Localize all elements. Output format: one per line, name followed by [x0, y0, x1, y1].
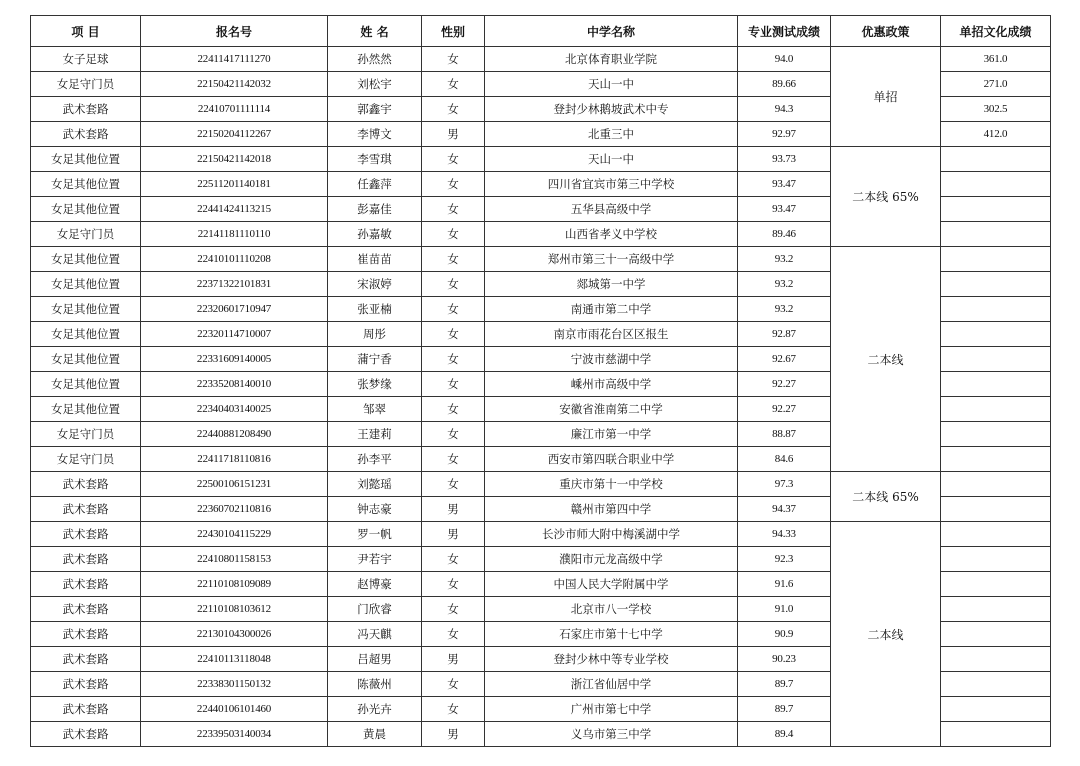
registration-number-cell: 22410113118048 — [141, 647, 328, 672]
gender-cell: 男 — [422, 647, 485, 672]
results-sheet — [30, 15, 1050, 747]
culture-score-cell — [941, 172, 1051, 197]
student-name-cell: 刘松宇 — [328, 72, 422, 97]
school-cell: 天山一中 — [485, 147, 738, 172]
project-cell: 武术套路 — [31, 97, 141, 122]
professional-score-cell: 91.6 — [738, 572, 831, 597]
registration-number-cell: 22511201140181 — [141, 172, 328, 197]
school-cell: 浙江省仙居中学 — [485, 672, 738, 697]
culture-score-cell: 412.0 — [941, 122, 1051, 147]
professional-score-cell: 89.46 — [738, 222, 831, 247]
professional-score-cell: 92.27 — [738, 397, 831, 422]
table-row — [31, 247, 1051, 272]
registration-number-cell: 22500106151231 — [141, 472, 328, 497]
gender-cell: 女 — [422, 397, 485, 422]
table-body — [31, 47, 1051, 747]
project-cell: 女足其他位置 — [31, 322, 141, 347]
header-name: 姓 名 — [328, 16, 422, 47]
registration-number-cell: 22440881208490 — [141, 422, 328, 447]
registration-number-cell: 22338301150132 — [141, 672, 328, 697]
professional-score-cell: 97.3 — [738, 472, 831, 497]
registration-number-cell: 22141181110110 — [141, 222, 328, 247]
professional-score-cell: 93.47 — [738, 197, 831, 222]
project-cell: 女足其他位置 — [31, 297, 141, 322]
project-cell: 女子足球 — [31, 47, 141, 72]
table-row — [31, 147, 1051, 172]
school-cell: 廉江市第一中学 — [485, 422, 738, 447]
student-name-cell: 任鑫萍 — [328, 172, 422, 197]
registration-number-cell: 22320601710947 — [141, 297, 328, 322]
student-name-cell: 刘懿瑶 — [328, 472, 422, 497]
project-cell: 武术套路 — [31, 672, 141, 697]
gender-cell: 男 — [422, 122, 485, 147]
student-name-cell: 彭嘉佳 — [328, 197, 422, 222]
culture-score-cell — [941, 422, 1051, 447]
professional-score-cell: 92.27 — [738, 372, 831, 397]
school-cell: 登封少林鹅坡武术中专 — [485, 97, 738, 122]
gender-cell: 女 — [422, 247, 485, 272]
school-cell: 郑州市第三十一高级中学 — [485, 247, 738, 272]
school-cell: 郯城第一中学 — [485, 272, 738, 297]
project-cell: 女足守门员 — [31, 422, 141, 447]
registration-number-cell: 22410801158153 — [141, 547, 328, 572]
professional-score-cell: 89.4 — [738, 722, 831, 747]
project-cell: 女足守门员 — [31, 222, 141, 247]
gender-cell: 女 — [422, 597, 485, 622]
culture-score-cell — [941, 672, 1051, 697]
header-professional-score: 专业测试成绩 — [738, 16, 831, 47]
student-name-cell: 李博文 — [328, 122, 422, 147]
student-name-cell: 李雪琪 — [328, 147, 422, 172]
professional-score-cell: 92.3 — [738, 547, 831, 572]
student-name-cell: 张亚楠 — [328, 297, 422, 322]
project-cell: 女足守门员 — [31, 447, 141, 472]
school-cell: 北京市八一学校 — [485, 597, 738, 622]
student-name-cell: 宋淑婷 — [328, 272, 422, 297]
gender-cell: 女 — [422, 97, 485, 122]
professional-score-cell: 93.2 — [738, 247, 831, 272]
gender-cell: 女 — [422, 447, 485, 472]
project-cell: 武术套路 — [31, 647, 141, 672]
school-cell: 南京市雨花台区区报生 — [485, 322, 738, 347]
registration-number-cell: 22430104115229 — [141, 522, 328, 547]
project-cell: 女足其他位置 — [31, 197, 141, 222]
student-name-cell: 钟志豪 — [328, 497, 422, 522]
culture-score-cell — [941, 372, 1051, 397]
gender-cell: 女 — [422, 147, 485, 172]
school-cell: 南通市第二中学 — [485, 297, 738, 322]
school-cell: 濮阳市元龙高级中学 — [485, 547, 738, 572]
project-cell: 女足其他位置 — [31, 372, 141, 397]
gender-cell: 女 — [422, 297, 485, 322]
project-cell: 武术套路 — [31, 472, 141, 497]
registration-number-cell: 22150421142032 — [141, 72, 328, 97]
header-school: 中学名称 — [485, 16, 738, 47]
gender-cell: 女 — [422, 547, 485, 572]
gender-cell: 女 — [422, 697, 485, 722]
professional-score-cell: 94.33 — [738, 522, 831, 547]
professional-score-cell: 93.47 — [738, 172, 831, 197]
policy-cell: 二本线 65% — [831, 472, 941, 522]
table-row — [31, 472, 1051, 497]
culture-score-cell — [941, 347, 1051, 372]
school-cell: 重庆市第十一中学校 — [485, 472, 738, 497]
project-cell: 武术套路 — [31, 697, 141, 722]
student-name-cell: 郭鑫宇 — [328, 97, 422, 122]
registration-number-cell: 22110108109089 — [141, 572, 328, 597]
gender-cell: 女 — [422, 372, 485, 397]
policy-cell: 二本线 — [831, 247, 941, 472]
culture-score-cell — [941, 322, 1051, 347]
professional-score-cell: 89.7 — [738, 672, 831, 697]
gender-cell: 女 — [422, 572, 485, 597]
culture-score-cell — [941, 297, 1051, 322]
professional-score-cell: 92.87 — [738, 322, 831, 347]
school-cell: 中国人民大学附属中学 — [485, 572, 738, 597]
school-cell: 安徽省淮南第二中学 — [485, 397, 738, 422]
culture-score-cell — [941, 722, 1051, 747]
school-cell: 北京体育职业学院 — [485, 47, 738, 72]
school-cell: 天山一中 — [485, 72, 738, 97]
registration-number-cell: 22340403140025 — [141, 397, 328, 422]
culture-score-cell — [941, 572, 1051, 597]
student-name-cell: 孙然然 — [328, 47, 422, 72]
culture-score-cell — [941, 497, 1051, 522]
gender-cell: 男 — [422, 522, 485, 547]
project-cell: 武术套路 — [31, 722, 141, 747]
school-cell: 山西省孝义中学校 — [485, 222, 738, 247]
professional-score-cell: 93.73 — [738, 147, 831, 172]
gender-cell: 女 — [422, 197, 485, 222]
registration-number-cell: 22335208140010 — [141, 372, 328, 397]
student-name-cell: 张梦缘 — [328, 372, 422, 397]
culture-score-cell — [941, 197, 1051, 222]
gender-cell: 女 — [422, 322, 485, 347]
professional-score-cell: 94.0 — [738, 47, 831, 72]
project-cell: 武术套路 — [31, 597, 141, 622]
school-cell: 义乌市第三中学 — [485, 722, 738, 747]
header-row — [31, 16, 1051, 47]
culture-score-cell — [941, 272, 1051, 297]
school-cell: 五华县高级中学 — [485, 197, 738, 222]
project-cell: 武术套路 — [31, 622, 141, 647]
registration-number-cell: 22150204112267 — [141, 122, 328, 147]
professional-score-cell: 94.3 — [738, 97, 831, 122]
gender-cell: 男 — [422, 722, 485, 747]
student-name-cell: 冯天麒 — [328, 622, 422, 647]
student-name-cell: 罗一帆 — [328, 522, 422, 547]
registration-number-cell: 22410101110208 — [141, 247, 328, 272]
school-cell: 石家庄市第十七中学 — [485, 622, 738, 647]
header-registration-number: 报名号 — [141, 16, 328, 47]
policy-cell: 二本线 65% — [831, 147, 941, 247]
professional-score-cell: 92.97 — [738, 122, 831, 147]
gender-cell: 女 — [422, 172, 485, 197]
culture-score-cell — [941, 247, 1051, 272]
registration-number-cell: 22440106101460 — [141, 697, 328, 722]
gender-cell: 女 — [422, 47, 485, 72]
culture-score-cell — [941, 647, 1051, 672]
student-name-cell: 门欣睿 — [328, 597, 422, 622]
school-cell: 嵊州市高级中学 — [485, 372, 738, 397]
culture-score-cell — [941, 222, 1051, 247]
header-culture-score: 单招文化成绩 — [941, 16, 1051, 47]
school-cell: 西安市第四联合职业中学 — [485, 447, 738, 472]
school-cell: 北重三中 — [485, 122, 738, 147]
professional-score-cell: 84.6 — [738, 447, 831, 472]
project-cell: 武术套路 — [31, 522, 141, 547]
project-cell: 女足其他位置 — [31, 347, 141, 372]
student-name-cell: 陈薇州 — [328, 672, 422, 697]
culture-score-cell — [941, 147, 1051, 172]
project-cell: 武术套路 — [31, 497, 141, 522]
culture-score-cell — [941, 597, 1051, 622]
student-name-cell: 黄晨 — [328, 722, 422, 747]
project-cell: 武术套路 — [31, 122, 141, 147]
project-cell: 女足其他位置 — [31, 272, 141, 297]
professional-score-cell: 94.37 — [738, 497, 831, 522]
student-name-cell: 崔苗苗 — [328, 247, 422, 272]
school-cell: 赣州市第四中学 — [485, 497, 738, 522]
gender-cell: 女 — [422, 472, 485, 497]
registration-number-cell: 22339503140034 — [141, 722, 328, 747]
student-name-cell: 吕超男 — [328, 647, 422, 672]
culture-score-cell — [941, 472, 1051, 497]
project-cell: 武术套路 — [31, 572, 141, 597]
project-cell: 女足守门员 — [31, 72, 141, 97]
registration-number-cell: 22411417111270 — [141, 47, 328, 72]
gender-cell: 女 — [422, 222, 485, 247]
registration-number-cell: 22110108103612 — [141, 597, 328, 622]
student-name-cell: 赵博豪 — [328, 572, 422, 597]
professional-score-cell: 88.87 — [738, 422, 831, 447]
professional-score-cell: 91.0 — [738, 597, 831, 622]
gender-cell: 女 — [422, 672, 485, 697]
culture-score-cell — [941, 622, 1051, 647]
policy-cell: 二本线 — [831, 522, 941, 747]
gender-cell: 女 — [422, 347, 485, 372]
student-name-cell: 尹若宇 — [328, 547, 422, 572]
registration-number-cell: 22150421142018 — [141, 147, 328, 172]
school-cell: 长沙市师大附中梅溪湖中学 — [485, 522, 738, 547]
school-cell: 四川省宜宾市第三中学校 — [485, 172, 738, 197]
professional-score-cell: 90.23 — [738, 647, 831, 672]
student-name-cell: 周彤 — [328, 322, 422, 347]
registration-number-cell: 22371322101831 — [141, 272, 328, 297]
culture-score-cell: 271.0 — [941, 72, 1051, 97]
culture-score-cell — [941, 547, 1051, 572]
header-policy: 优惠政策 — [831, 16, 941, 47]
registration-number-cell: 22130104300026 — [141, 622, 328, 647]
student-name-cell: 王建莉 — [328, 422, 422, 447]
gender-cell: 女 — [422, 622, 485, 647]
culture-score-cell — [941, 522, 1051, 547]
professional-score-cell: 93.2 — [738, 272, 831, 297]
professional-score-cell: 92.67 — [738, 347, 831, 372]
gender-cell: 女 — [422, 272, 485, 297]
project-cell: 女足其他位置 — [31, 147, 141, 172]
school-cell: 宁波市慈湖中学 — [485, 347, 738, 372]
student-name-cell: 孙嘉敏 — [328, 222, 422, 247]
project-cell: 女足其他位置 — [31, 397, 141, 422]
registration-number-cell: 22331609140005 — [141, 347, 328, 372]
culture-score-cell — [941, 447, 1051, 472]
student-name-cell: 孙光卉 — [328, 697, 422, 722]
registration-number-cell: 22411718110816 — [141, 447, 328, 472]
registration-number-cell: 22360702110816 — [141, 497, 328, 522]
student-name-cell: 孙李平 — [328, 447, 422, 472]
policy-cell: 单招 — [831, 47, 941, 147]
professional-score-cell: 90.9 — [738, 622, 831, 647]
table-row — [31, 47, 1051, 72]
school-cell: 广州市第七中学 — [485, 697, 738, 722]
registration-number-cell: 22441424113215 — [141, 197, 328, 222]
registration-number-cell: 22410701111114 — [141, 97, 328, 122]
project-cell: 女足其他位置 — [31, 247, 141, 272]
gender-cell: 女 — [422, 72, 485, 97]
table-row — [31, 522, 1051, 547]
culture-score-cell — [941, 397, 1051, 422]
culture-score-cell: 361.0 — [941, 47, 1051, 72]
registration-number-cell: 22320114710007 — [141, 322, 328, 347]
gender-cell: 女 — [422, 422, 485, 447]
gender-cell: 男 — [422, 497, 485, 522]
school-cell: 登封少林中等专业学校 — [485, 647, 738, 672]
culture-score-cell — [941, 697, 1051, 722]
project-cell: 女足其他位置 — [31, 172, 141, 197]
culture-score-cell: 302.5 — [941, 97, 1051, 122]
student-name-cell: 邹翠 — [328, 397, 422, 422]
professional-score-cell: 89.66 — [738, 72, 831, 97]
student-name-cell: 蒲宁香 — [328, 347, 422, 372]
header-gender: 性别 — [422, 16, 485, 47]
admission-table — [30, 15, 1051, 747]
header-project: 项 目 — [31, 16, 141, 47]
professional-score-cell: 89.7 — [738, 697, 831, 722]
project-cell: 武术套路 — [31, 547, 141, 572]
professional-score-cell: 93.2 — [738, 297, 831, 322]
